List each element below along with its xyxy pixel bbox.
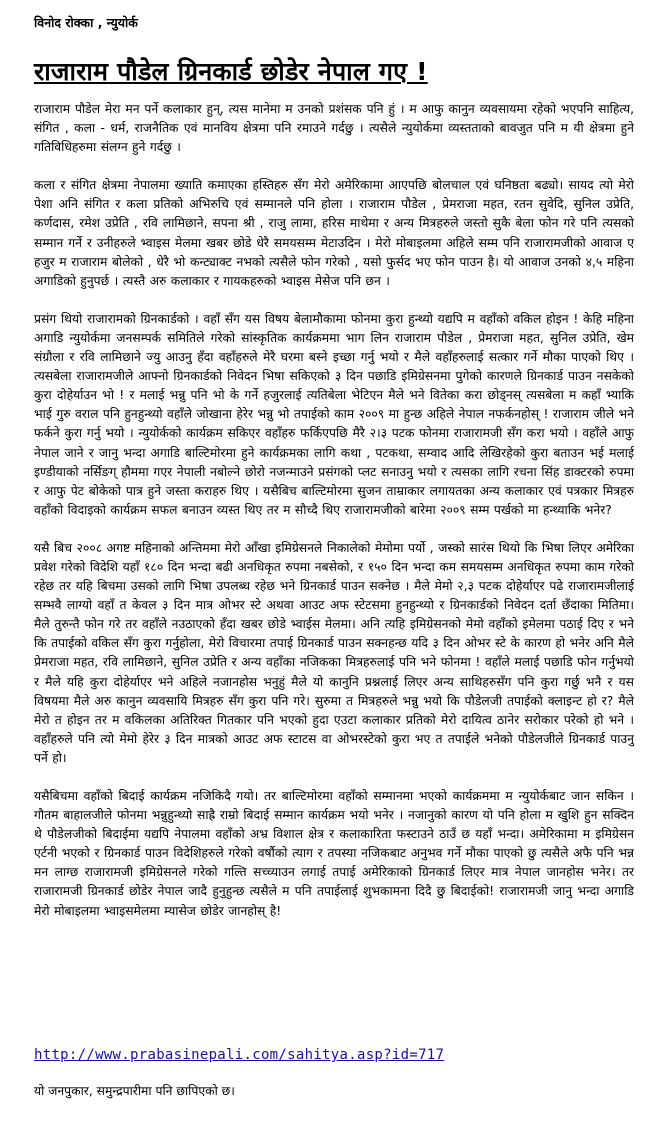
source-link[interactable]: http://www.prabasinepali.com/sahitya.asp?id=717 bbox=[34, 1047, 445, 1063]
paragraph-immigration-memo: यसै बिच २००८ अगष्ट महिनाको अन्तिममा मेरो आँखा इमिग्रेसनले निकालेको मेमोमा पर्यो , जस्को सारंस थियो कि भिषा लिएर अमेरिका प्रवेश गरेको विदेशि यहाँ १८० दिन भन्दा बढी अनधिकृत रुपमा नबसेको, र १५० दिन भन्दा कम समयसम्म अनधिकृत रुपमा काम गरेको रहेछ तर यहि बिचमा उसको लागि भिषा उपलब्ध रहेछ भने ग्रिनकार्ड पाउन सक्नेछ । मैले मेमो २,३ पटक दोहेर्याएर पढे राजारामजीलाई सम्भवै लाग्यो वहाँ त केवल ३ दिन मात्र ओभर स्टे अथवा आउट अफ स्टेटसमा हुनहुन्थ्यो र ग्रिनकार्डको निवेदन दर्ता छँदाका मितिमा। मैले तुरुन्तै फोन गरे तर वहाँले नउठाएको हँदा खबर छोडे भ्वाईस मेलमा। अनि त्यहि इमिग्रेसनको मेमो वहाँको इमेलमा पठाई दिए र भने कि तपाईको वकिल सँग कुरा गर्नुहोला, मेरो विचारमा तपाई ग्रिनकार्ड पाउन सक्नहन्छ यदि ३ दिन ओभर स्टे के कारण हो भनेर अनि मैले प्रेमराजा महत, रवि लामिछाने, सुनिल उप्रेति र अन्य वहाँका नजिकका मित्रहरुलाई पनि भने फोनमा ! वहाँले मलाई पछाडि फोन गर्नुभयो र मैले यहि कुरा दोहेर्याएर भने अहिले नजानहोस भनुहुं मैले यो कानुनि प्रश्नलाई लिएर अन्य साथिहरुसँग पनि कुरा गर्छु भनै र यस विषयमा मैले अरु कानुन व्यवसायि मित्रहरु सँग कुरा पनि गरे। सुरुमा त मित्रहरुले भन्नु भयो कि पौडेलजी तपाईको क्लाइन्ट हो र? मैले मेरो त होइन तर म वकिलका अतिरिक्त गितकार पनि भएको हुदा एउटा कलाकार प्रतिको मेरो दायित्व ठानेर सरोकार परेको हो भने । वहाँहरुले पनि त्यो मेमो हेरेर ३ दिन मात्रको आउट अफ स्टाटस वा ओभरस्टेको कुरा भए त तपाईले भनेको पौडेलजीले ग्रिनकार्ड पाउनु पर्ने हो। bbox=[34, 540, 634, 765]
paragraph-intro: राजाराम पौडेल मेरा मन पर्ने कलाकार हुन्, त्यस मानेमा म उनको प्रशंसक पनि हुं । म आफु कानुन व्यवसायमा रहेको भएपनि साहित्य, संगित , कला - धर्म, राजनैतिक एवं मानविय क्षेत्रमा पनि रमाउने गर्दछु । त्यसैले न्युयोर्कमा व्यस्तताको बावजुत पनि म यी क्षेत्रमा हुने गतिविधिहरुमा संलग्न हुने गर्दछु । bbox=[34, 102, 634, 155]
footnote: यो जनपुकार, समुन्द्रपारीमा पनि छापिएको छ। bbox=[34, 1084, 235, 1098]
paragraph-artists: कला र संगित क्षेत्रमा नेपालमा ख्याति कमाएका हस्तिहरु सँग मेरो अमेरिकामा आएपछि बोलचाल एवं घनिष्ठता बढ्यो। सायद त्यो मेरो पेशा अनि संगित र कला प्रतिको अभिरुचि एवं सम्मानले पनि होला । राजाराम पौडेल , प्रेमराजा महत, रतन सुवेदि, सुनिल उप्रेति, कर्णदास, रमेश उप्रेति , रवि लामिछाने, सपना श्री , राजु लामा, हरिस माथेमा र अन्य मित्रहरुले जस्तो सुकै बेला फोन गरे पनि त्यसको सम्मान गर्ने र उनीहरुले भ्वाइस मेलमा खबर छोडे धेरै समयसम्म मेटाउदिन । मेरो मोबाइलमा अहिले सम्म पनि राजारामजीको आवाज ए हजुर म राजाराम बोलेको , धेरै भो कन्ट्याक्ट नभको त्यसैले फोन गरेको , यसो फुर्सद भए फोन पाउन है। यो आवाज उनको ४,५ महिना अगाडिको हुनुपर्छ । त्यस्तै अरु कलाकार र गायकहरुको भ्वाइस मेसेज पनि छन । bbox=[34, 178, 634, 288]
byline: विनोद रोक्का , न्युयोर्क bbox=[34, 15, 138, 30]
article-body bbox=[34, 100, 634, 921]
paragraph-farewell: यसैबिचमा वहाँको बिदाई कार्यक्रम नजिकिदै गयो। तर बाल्टिमोरमा वहाँको सम्मानमा भएको कार्यक्रममा म न्युयोर्कबाट जान सकिन । गौतम बाहालजीले फोनमा भन्नुहुन्थ्यो साह्रै राम्रो बिदाई सम्मान कार्यक्रम भयो भनेर । नजानुको कारण यो पनि होला म खुशि हुन सक्दिन थे पौडेलजीको बिदाईमा यद्यपि नेपालमा वहाँको अभ्र विशाल क्षेत्र र कलाकारिता फस्टाउने ठाउँ छ यहाँ भन्दा। अमेरिकामा म इमिग्रेसन एर्टनी भएको र ग्रिनकार्ड पाउन विदेशिहरुले गरेको वर्षौको त्याग र तपस्या नजिकबाट अनुभव गर्ने मौका पाएको छु त्यसैले अफै पनि भन्न मन लाग्छ राजारामजी इमिग्रेसनले गरेको गल्ति सच्च्याउन लगाई तपाई अमेरिकाको ग्रिनकार्ड लिएर मात्र नेपाल जानहोस भनेर। तर राजारामजी ग्रिनकार्ड छोडेर नेपाल जादै हुनुहुन्छ त्यसैले म पनि तपाईलाई शुभकामना दिदै छु बिदाईको! राजारामजी जानु भन्दा अगाडि मेरो मोबाइलमा भ्वाइसमेलमा म्यासेज छोडेर जानहोस् है! bbox=[34, 789, 634, 918]
article-title: राजाराम पौडेल ग्रिनकार्ड छोडेर नेपाल गए ! bbox=[34, 57, 428, 86]
paragraph-greencard-context: प्रसंग थियो राजारामको ग्रिनकार्डको । वहाँ सँग यस विषय बेलामौकामा फोनमा कुरा हुन्थ्यो यद्यपि म वहाँको वकिल होइन ! केहि महिना अगाडि न्युयोर्कमा जनसम्पर्क समितिले गरेको सांस्कृतिक कार्यक्रममा भाग लिन राजाराम पौडेल , प्रेमराजा महत, सुनिल उप्रेति, खेम संग्रौला र रवि लामिछाने ज्यु आउनु हँदा वहाँहरुले मेरै घरमा बस्ने इच्छा गर्नु भयो र मैले वहाँहरुलाई सत्कार गर्ने मौका पाएको थिए । त्यसबेला राजारामजीले आफ्नो ग्रिनकार्डको निवेदन भिषा सकिएको ३ दिन पछाडि इमिग्रेसनमा पुगेको कारणले ग्रिनकार्ड पाउन नसकेको कुरा दोहेर्याउन भो ! र मलाई भन्नु पनि भो के गर्ने हजुरलाई त्यतिबेला भेटिएन मैले भने वितेका करा छोड्नस् त्यसबेला म कहाँ भ्याकि भाई गुरु वराल पनि हुनहुन्थ्यो वहाँले जोखाना हेरेर भन्नु भो तपाईको काम २००९ मा हुन्छ अहिले नेपाल नफर्कनहोस् ! राजाराम जीले भने फर्कने कुरा गर्नु भयो । न्युयोर्कको कार्यक्रम सकिएर वहाँहरु फर्किएपछि मैरै २।३ पटक फोनमा राजारामजी सँग करा भयो । वहाँले आफु नेपाल जाने र जानु भन्दा अगाडि बाल्टिमोरमा हुने कार्यक्रमका लागि कथा , पटकथा, सम्वाद आदि लेखिरहेको कुरा बताउन भई मलाई इण्डीयाको नर्सिङग् हौममा गएर नेपाली नबोल्ने छोरो नजन्माउने प्रसंगको प्लट सनाउनु भयो र त्यसका लागि रचना सिंह डाक्टरको रुपमा र आफु पेट बोकेको पात्र हुने जस्ता कराहरु थिए । यसैबिच बाल्टिमोरमा सुजन ताम्राकार लगायतका अन्य कलाकार एवं पत्रकार मित्रहरु वहाँको विदाइको कार्यक्रम सफल बनाउन व्यस्त थिए तर म सौच्दै थिए राजारामजीको बारेमा २००९ सम्म पर्खको मा हन्थ्याकि भनेर? bbox=[34, 311, 634, 517]
